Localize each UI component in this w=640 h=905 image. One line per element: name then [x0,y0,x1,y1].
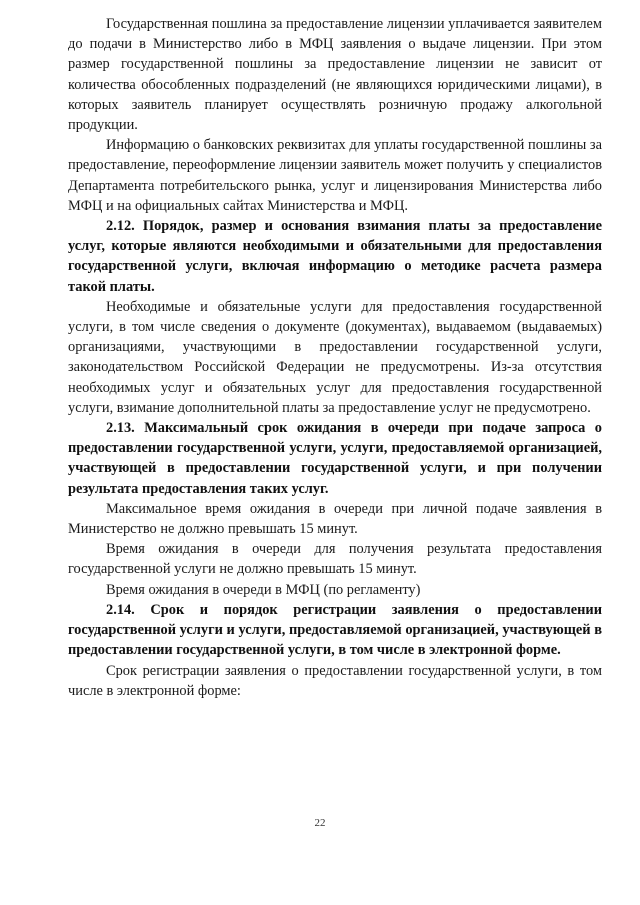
paragraph-wait-mfc: Время ожидания в очереди в МФЦ (по регламенту) [106,581,421,598]
document-body [68,14,602,701]
section-heading-2-12: 2.12. Порядок, размер и основания взимания платы за предоставление услуг, которые являются необходимыми и обязательными для предоставления государственной услуги, включая информацию о методике расчета размера такой платы. [68,218,602,295]
paragraph-required-services: Необходимые и обязательные услуги для предоставления государственной услуги, в том числе сведения о документе (документах), выдаваемом (выдаваемых) организациями, участвующими в предоставлении государственной услуги, законодательством Российской Федерации не предусмотрены. Из-за отсутствия необходимых услуг и обязательных услуг для предоставления государственной услуги, взимание дополнительной платы за предоставление услуг не предусмотрено. [68,298,602,416]
page-number: 22 [314,817,326,829]
paragraph-state-fee: Государственная пошлина за предоставление лицензии уплачивается заявителем до подачи в Министерство либо в МФЦ заявления о выдаче лицензии. При этом размер государственной пошлины за предоставление лицензии не зависит от количества обособленных подразделений (не являющихся юридическими лицами), в которых заявитель планирует осуществлять розничную продажу алкогольной продукции. [68,16,602,134]
section-heading-2-13: 2.13. Максимальный срок ожидания в очереди при подаче запроса о предоставлении государственной услуги, услуги, предоставляемой организацией, участвующей в предоставлении государственной услуги, и при получении результата предоставления таких услуг. [68,420,602,497]
paragraph-max-wait-ministry: Максимальное время ожидания в очереди при личной подаче заявления в Министерство не должно превышать 15 минут. [68,500,602,538]
section-heading-2-14: 2.14. Срок и порядок регистрации заявления о предоставлении государственной услуги и услуги, предоставляемой организацией, участвующей в предоставлении государственной услуги, в том числе в электронной форме. [68,601,602,659]
paragraph-bank-details: Информацию о банковских реквизитах для уплаты государственной пошлины за предоставление, переоформление лицензии заявитель может получить у специалистов Департамента потребительского рынка, услуг и лицензирования Министерства либо МФЦ и на официальных сайтах Министерства и МФЦ. [68,137,602,214]
paragraph-registration-term: Срок регистрации заявления о предоставлении государственной услуги, в том числе в электронной форме: [68,662,602,699]
paragraph-wait-result: Время ожидания в очереди для получения результата предоставления государственной услуги не должно превышать 15 минут. [68,541,602,578]
